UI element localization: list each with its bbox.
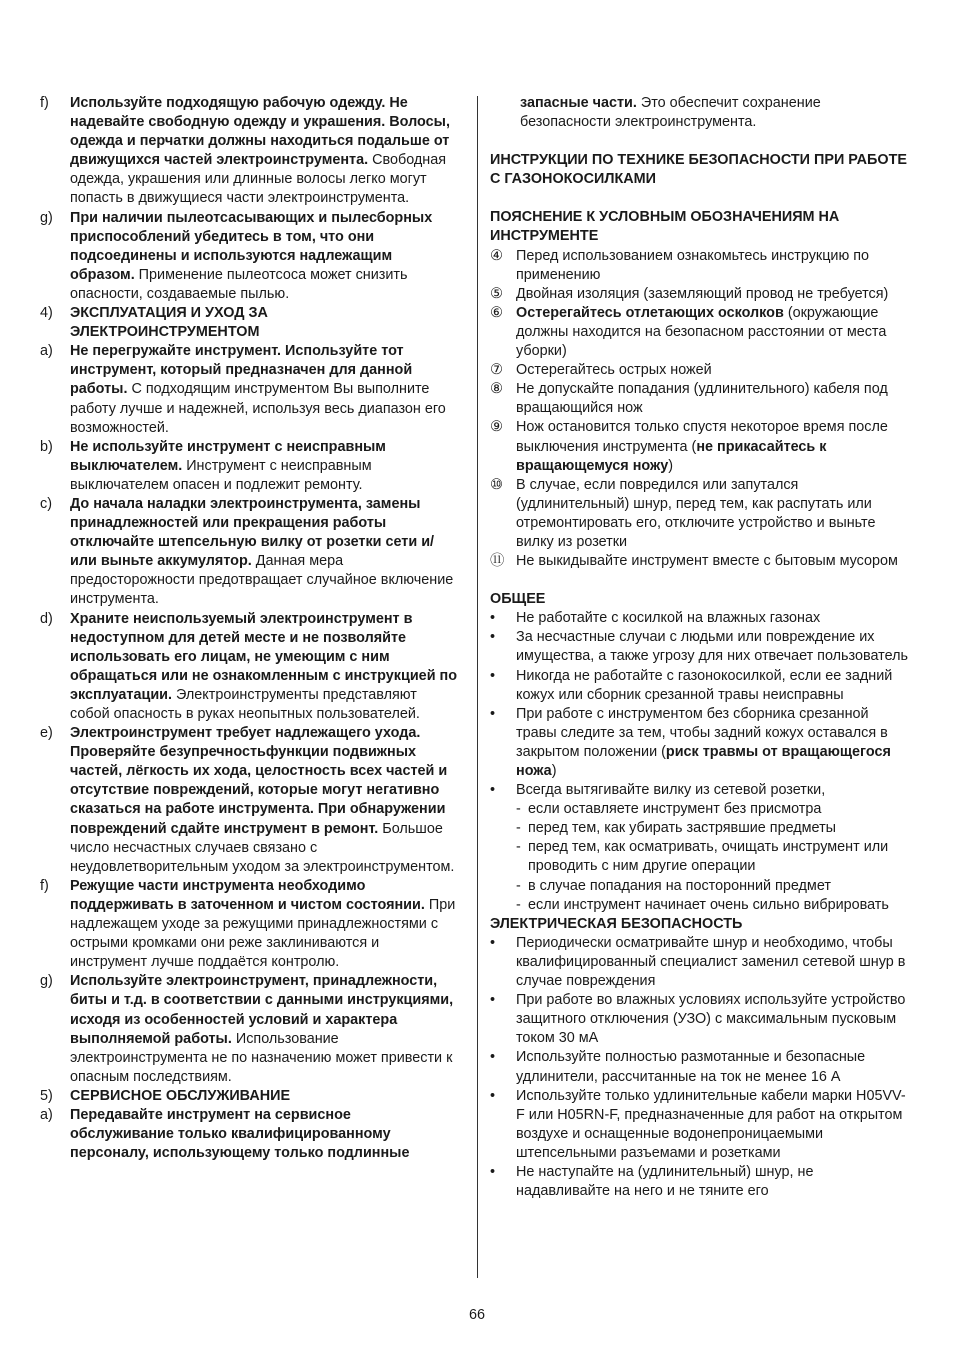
- symbol-post: (окружающие должны находится на безопасном расстоянии от места уборки): [516, 304, 887, 360]
- column-divider: [477, 96, 478, 1278]
- general-item: [490, 781, 910, 800]
- heading-general: ОБЩЕЕ: [490, 591, 546, 608]
- item-normal: Свободная одежда, украшения или длинные волосы легко могут попасть в движущиеся части электроинструмента.: [70, 152, 447, 207]
- list-item: [40, 610, 458, 725]
- symbol-bold: не прикасайтесь к вращающемуся ножу: [516, 438, 827, 474]
- item-bold: ЭКСПЛУАТАЦИЯ И УХОД ЗА ЭЛЕКТРОИНСТРУМЕНТОМ: [70, 305, 268, 341]
- item-label: b): [40, 438, 53, 455]
- symbol-number: ⑨: [490, 419, 503, 436]
- list-item: [40, 1087, 458, 1106]
- item-text: [70, 94, 458, 209]
- symbol-number: ⑪: [490, 553, 505, 570]
- general-text: [516, 667, 910, 705]
- symbol-number: ⑥: [490, 304, 503, 321]
- bullet-mark: •: [490, 629, 496, 646]
- general-post: ): [551, 763, 557, 779]
- electrical-item: [490, 1048, 910, 1086]
- symbol-text: [516, 476, 910, 552]
- general-item: [490, 628, 910, 666]
- dash-text: если оставляете инструмент без присмотра: [528, 801, 822, 818]
- symbol-number: ⑧: [490, 381, 503, 398]
- electrical-list: [490, 934, 910, 1201]
- item-label: f): [40, 877, 49, 894]
- item-bold: Храните неиспользуемый электроинструмент в недоступном для детей месте и не позволяйте использовать его лицам, не умеющим с ним обращаться или не ознакомленным с инструкцией по эксплуатации.: [70, 610, 458, 703]
- symbol-pre: Остерегайтесь острых ножей: [516, 362, 712, 379]
- bullet-mark: •: [490, 705, 496, 722]
- left-column: [40, 94, 458, 1163]
- item-normal: Данная мера предосторожности предотвращает случайное включение инструмента.: [70, 553, 454, 608]
- item-normal: Использование электроинструмента не по назначению может привести к опасным последствиям.: [70, 1030, 453, 1085]
- dash-mark: -: [516, 877, 521, 894]
- list-item: [40, 724, 458, 877]
- general-pre: За несчастные случаи с людьми или повреждение их имущества, а также угрозу для них отвечает пользователь: [516, 629, 909, 665]
- list-item: [40, 94, 458, 209]
- symbol-pre: Не допускайте попадания (удлинительного) кабеля под вращающийся нож: [516, 381, 888, 417]
- heading-electrical: ЭЛЕКТРИЧЕСКАЯ БЕЗОПАСНОСТЬ: [490, 915, 743, 932]
- general-bold: риск травмы от вращающегося ножа: [516, 743, 891, 779]
- general-item: [490, 667, 910, 705]
- symbol-item: [490, 476, 910, 552]
- item-normal: Инструмент с неисправным выключателем опасен и подлежит ремонту.: [70, 457, 372, 493]
- symbol-item: [490, 285, 910, 304]
- general-text: [516, 628, 910, 666]
- item-bold: Режущие части инструмента необходимо поддерживать в заточенном и чистом состоянии.: [70, 877, 425, 913]
- item-label: g): [40, 973, 53, 990]
- symbol-item: [490, 380, 910, 418]
- bullet-mark: •: [490, 934, 496, 951]
- symbol-item: [490, 552, 910, 571]
- symbol-item: [490, 247, 910, 285]
- symbol-text: [516, 418, 910, 475]
- symbol-text: [516, 304, 910, 361]
- item-normal: Электроинструменты представляют собой опасность в руках неопытных пользователей.: [70, 686, 420, 722]
- symbol-number: ⑦: [490, 362, 503, 379]
- dash-item: [490, 896, 910, 915]
- bullet-mark: •: [490, 782, 496, 799]
- bullet-mark: •: [490, 992, 496, 1009]
- item-text: [70, 495, 458, 610]
- bullet-mark: •: [490, 1049, 496, 1066]
- item-bold: СЕРВИСНОЕ ОБСЛУЖИВАНИЕ: [70, 1087, 291, 1104]
- item-bold: Электроинструмент требует надлежащего ухода. Проверяйте безупречностьфункции подвижных частей, лёгкость их хода, целостность всех частей и отсутствие повреждений, которые могут негативно сказаться на работе инструмента. При обнаружении повреждений сдайте инструмент в ремонт.: [70, 725, 448, 837]
- item-text: [70, 438, 458, 495]
- symbol-item: [490, 361, 910, 380]
- item-text: [70, 1106, 458, 1163]
- dash-mark: -: [516, 896, 521, 913]
- heading-symbols: ПОЯСНЕНИЕ К УСЛОВНЫМ ОБОЗНАЧЕНИЯМ НА ИНСТРУМЕНТЕ: [490, 209, 840, 245]
- item-normal: С подходящим инструментом Вы выполните работу лучше и надежней, используя весь диапазон его возможностей.: [70, 381, 446, 436]
- right-column: [490, 94, 910, 1201]
- item-bold: Не используйте инструмент с неисправным выключателем.: [70, 438, 386, 474]
- bullet-mark: •: [490, 667, 496, 684]
- dash-mark: -: [516, 839, 521, 856]
- item-bold: Используйте электроинструмент, принадлежности, биты и т.д. в соответствии с данными инструкциями, исходя из особенностей условий и характера выполняемой работы.: [70, 973, 454, 1047]
- electrical-item: [490, 934, 910, 991]
- bullet-mark: •: [490, 1087, 496, 1104]
- symbol-post: ): [668, 457, 674, 474]
- item-text: [70, 209, 458, 304]
- symbol-pre: Нож остановится только спустя некоторое время после выключения инструмента (: [516, 419, 888, 455]
- list-item: [40, 1106, 458, 1163]
- dash-item: [490, 838, 910, 876]
- symbol-pre: Двойная изоляция (заземляющий провод не требуется): [516, 285, 889, 302]
- item-label: e): [40, 725, 53, 742]
- general-pre: Не работайте с косилкой на влажных газонах: [516, 610, 821, 627]
- item-text: [70, 724, 458, 877]
- item-label: a): [40, 343, 53, 360]
- symbol-text: [516, 361, 910, 380]
- dash-mark: -: [516, 801, 521, 818]
- item-text: [70, 877, 458, 972]
- bullet-mark: •: [490, 1163, 496, 1180]
- electrical-text: Периодически осматривайте шнур и необходимо, чтобы квалифицированный специалист заменил сетевой шнур в случае повреждения: [516, 934, 906, 990]
- electrical-text: Используйте только удлинительные кабели марки H05VV-F или H05RN-F, предназначенные для работ на открытом воздухе и оснащенные водонепроницаемыми штепсельными разъемами и розетками: [516, 1087, 906, 1161]
- symbol-item: [490, 418, 910, 475]
- symbol-number: ④: [490, 247, 503, 264]
- item-text: [70, 304, 458, 342]
- symbols-list: [490, 247, 910, 572]
- list-item: [40, 438, 458, 495]
- electrical-item: [490, 991, 910, 1048]
- item-text: [70, 342, 458, 437]
- dash-mark: -: [516, 820, 521, 837]
- item-label: d): [40, 610, 53, 627]
- symbol-item: [490, 304, 910, 361]
- page-number: 66: [468, 1307, 485, 1323]
- dash-text: перед тем, как убирать застрявшие предметы: [528, 820, 837, 837]
- item-bold: Не перегружайте инструмент. Используйте тот инструмент, который предназначен для данной работы.: [70, 343, 413, 398]
- dash-item: [490, 877, 910, 896]
- item-normal: Применение пылеотсоса может снизить опасности, создаваемые пылью.: [70, 266, 408, 302]
- item-label: 5): [40, 1087, 53, 1104]
- dash-text: перед тем, как осматривать, очищать инструмент или проводить с ним другие операции: [528, 839, 889, 875]
- item-label: a): [40, 1106, 53, 1123]
- symbol-text: [516, 285, 910, 304]
- list-item: [40, 342, 458, 437]
- dash-list: [490, 800, 910, 915]
- continuation-paragraph: [490, 94, 910, 132]
- dash-item: [490, 819, 910, 838]
- symbol-pre: Не выкидывайте инструмент вместе с бытовым мусором: [516, 553, 898, 570]
- general-text: [516, 781, 910, 800]
- continuation-bold: запасные части.: [520, 95, 637, 111]
- list-item: [40, 877, 458, 972]
- general-item: [490, 609, 910, 628]
- item-bold: Используйте подходящую рабочую одежду. Не надевайте свободную одежду и украшения. Волосы, одежда и перчатки должны находиться подальше от движущихся частей электроинструмента.: [70, 95, 450, 169]
- item-text: [70, 610, 458, 725]
- electrical-item: [490, 1087, 910, 1163]
- heading-safety: ИНСТРУКЦИИ ПО ТЕХНИКЕ БЕЗОПАСНОСТИ ПРИ РАБОТЕ С ГАЗОНОКОСИЛКАМИ: [490, 152, 907, 188]
- general-pre: Никогда не работайте с газонокосилкой, если ее задний кожух или сборник срезанной травы неисправны: [516, 667, 893, 703]
- general-pre: Всегда вытягивайте вилку из сетевой розетки,: [516, 782, 826, 799]
- symbol-bold: Остерегайтесь отлетающих осколков: [516, 304, 784, 321]
- general-list: [490, 609, 910, 800]
- dash-item: [490, 800, 910, 819]
- symbol-pre: В случае, если повредился или запутался (удлинительный) шнур, перед тем, как распутать или отремонтировать его, отключите устройство и выньте вилку из розетки: [516, 476, 876, 550]
- item-bold: До начала наладки электроинструмента, замены принадлежностей или прекращения работы отключайте штепсельную вилку от розетки сети и/или выньте аккумулятор.: [70, 495, 435, 570]
- list-item: [40, 304, 458, 342]
- item-label: c): [40, 495, 52, 512]
- item-text: [70, 1087, 458, 1106]
- item-label: g): [40, 209, 53, 226]
- electrical-text: При работе во влажных условиях используйте устройство защитного отключения (УЗО) с максимальным пусковым током 30 мА: [516, 992, 906, 1047]
- continuation-text: Это обеспечит сохранение безопасности электроинструмента.: [520, 95, 821, 131]
- item-bold: Передавайте инструмент на сервисное обслуживание только квалифицированному персоналу, использующему только подлинные: [70, 1106, 410, 1162]
- symbol-text: [516, 380, 910, 418]
- electrical-item: [490, 1163, 910, 1201]
- general-text: [516, 609, 910, 628]
- dash-text: если инструмент начинает очень сильно вибрировать: [528, 896, 889, 913]
- symbol-text: [516, 552, 910, 571]
- item-normal: Большое число несчастных случаев связано с неудовлетворительным уходом за электроинструментом.: [70, 820, 455, 875]
- item-label: f): [40, 95, 49, 111]
- list-item: [40, 495, 458, 610]
- item-normal: При надлежащем уходе за режущими принадлежностями с острыми кромками они реже заклиниваются и инструмент лучше поддаётся контролю.: [70, 896, 456, 971]
- general-text: [516, 705, 910, 781]
- electrical-text: Не наступайте на (удлинительный) шнур, не надавливайте на него и не тяните его: [516, 1163, 814, 1200]
- list-item: [40, 972, 458, 1087]
- item-text: [70, 972, 458, 1087]
- symbol-text: [516, 247, 910, 285]
- symbol-pre: Перед использованием ознакомьтесь инструкцию по применению: [516, 247, 870, 283]
- bullet-mark: •: [490, 610, 496, 627]
- dash-text: в случае попадания на посторонний предмет: [528, 877, 831, 894]
- electrical-text: Используйте полностью размотанные и безопасные удлинители, рассчитанные на ток не менее 16 А: [516, 1049, 866, 1085]
- general-pre: При работе с инструментом без сборника срезанной травы следите за тем, чтобы задний кожух оставался в закрытом положении (: [516, 705, 888, 760]
- symbol-number: ⑩: [490, 476, 503, 493]
- item-label: 4): [40, 305, 53, 322]
- general-item: [490, 705, 910, 781]
- symbol-number: ⑤: [490, 285, 503, 302]
- item-bold: При наличии пылеотсасывающих и пылесборных приспособлений убедитесь в том, что они подсоединены и используются надлежащим образом.: [70, 209, 433, 283]
- list-item: [40, 209, 458, 304]
